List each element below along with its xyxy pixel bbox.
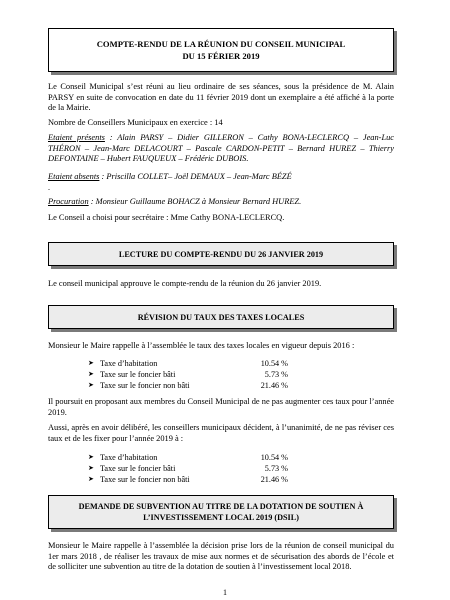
section-taxes-title: RÉVISION DU TAUX DES TAXES LOCALES [137, 313, 305, 322]
section-minutes-title: LECTURE DU COMPTE-RENDU DU 26 JANVIER 2019 [118, 250, 324, 259]
tax-row [88, 380, 288, 391]
tax-rates-2019 [88, 452, 288, 488]
councillors-count: Nombre de Conseillers Municipaux en exercice : 14 [48, 118, 223, 127]
present-names: : Alain PARSY – Didier GILLERON – Cathy BONA-LECLERCQ – Jean-Luc THÉRON – Jean-Marc DELACOURT – Pascale CARDON-PETIT – Bernard HUREZ – Thierry DEFONTAINE – Hubert FAUQUEUX – Frédéric DUBOIS. [48, 133, 395, 163]
tax-value: 10.54 % [260, 453, 288, 462]
proxy-line [48, 197, 394, 208]
decision-paragraph: Aussi, après en avoir délibéré, les conseillers municipaux décident, à l’unanimité, de ne pas réviser ces taux et de les fixer pour l’année 2019 à : [48, 423, 394, 443]
arrow-bullet-icon: ➤ [88, 475, 94, 483]
section-dsil-subtitle: L’INVESTISSEMENT LOCAL 2019 (DSIL) [143, 513, 299, 522]
tax-value: 21.46 % [260, 475, 288, 484]
tax-label: Taxe d’habitation [100, 359, 158, 368]
page-number: 1 [223, 588, 227, 597]
arrow-bullet-icon: ➤ [88, 464, 94, 472]
tax-row [88, 452, 288, 463]
tax-label: Taxe d’habitation [100, 453, 158, 462]
tax-label: Taxe sur le foncier non bâti [100, 381, 190, 390]
tax-value: 10.54 % [260, 359, 288, 368]
secretary-line: Le Conseil a choisi pour secrétaire : Mme Cathy BONA-LECLERCQ. [48, 213, 285, 222]
arrow-bullet-icon: ➤ [88, 381, 94, 389]
tax-row [88, 463, 288, 474]
tax-row [88, 358, 288, 369]
proxy-label: Procuration [48, 197, 89, 206]
tax-value: 21.46 % [260, 381, 288, 390]
proposal-paragraph: Il poursuit en proposant aux membres du Conseil Municipal de ne pas augmenter ces taux pour l’année 2019. [48, 397, 394, 417]
arrow-bullet-icon: ➤ [88, 370, 94, 378]
opening-paragraph: Le Conseil Municipal s’est réuni au lieu ordinaire de ses séances, sous la présidence de M. Alain PARSY en suite de convocation en date du 11 février 2019 dont un exemplaire a été affiché à la porte de la Mairie. [48, 82, 394, 112]
report-title: COMPTE-RENDU DE LA RÉUNION DU CONSEIL MUNICIPAL [96, 39, 346, 49]
tax-label: Taxe sur le foncier non bâti [100, 475, 190, 484]
present-members [48, 133, 394, 165]
absent-label: Etaient absents [48, 172, 100, 181]
proxy-text: : Monsieur Guillaume BOHACZ à Monsieur Bernard HUREZ. [90, 197, 302, 206]
tax-value: 5.73 % [264, 464, 288, 473]
taxes-intro: Monsieur le Maire rappelle à l’assemblée le taux des taxes locales en vigueur depuis 2016 : [48, 341, 355, 350]
section-dsil-box [48, 495, 394, 529]
tax-row [88, 369, 288, 380]
minutes-approval: Le conseil municipal approuve le compte-rendu de la réunion du 26 janvier 2019. [48, 279, 322, 288]
separator-dot: . [48, 183, 50, 192]
dsil-paragraph: Monsieur le Maire rappelle à l’assemblée la décision prise lors de la réunion de conseil municipal du 1er mars 2018 , de réaliser les travaux de mise aux normes et de sécurisation des abords de l’école et de solliciter une subvention au titre de la dotation de soutien à l’investissement local 2018. [48, 541, 394, 571]
tax-value: 5.73 % [264, 370, 288, 379]
present-label: Etaient présents [48, 133, 105, 142]
section-dsil-title: DEMANDE DE SUBVENTION AU TITRE DE LA DOTATION DE SOUTIEN À [78, 502, 364, 511]
absent-names: : Priscilla COLLET– Joël DEMAUX – Jean-Marc BÉZÉ [101, 172, 292, 181]
report-date: DU 15 FÉRIER 2019 [182, 51, 260, 61]
report-title-box [48, 28, 394, 72]
tax-label: Taxe sur le foncier bâti [100, 370, 176, 379]
absent-members [48, 172, 394, 183]
current-tax-rates [88, 358, 288, 394]
tax-label: Taxe sur le foncier bâti [100, 464, 176, 473]
section-minutes-box [48, 242, 394, 266]
arrow-bullet-icon: ➤ [88, 359, 94, 367]
section-taxes-box [48, 305, 394, 329]
tax-row [88, 474, 288, 485]
arrow-bullet-icon: ➤ [88, 453, 94, 461]
